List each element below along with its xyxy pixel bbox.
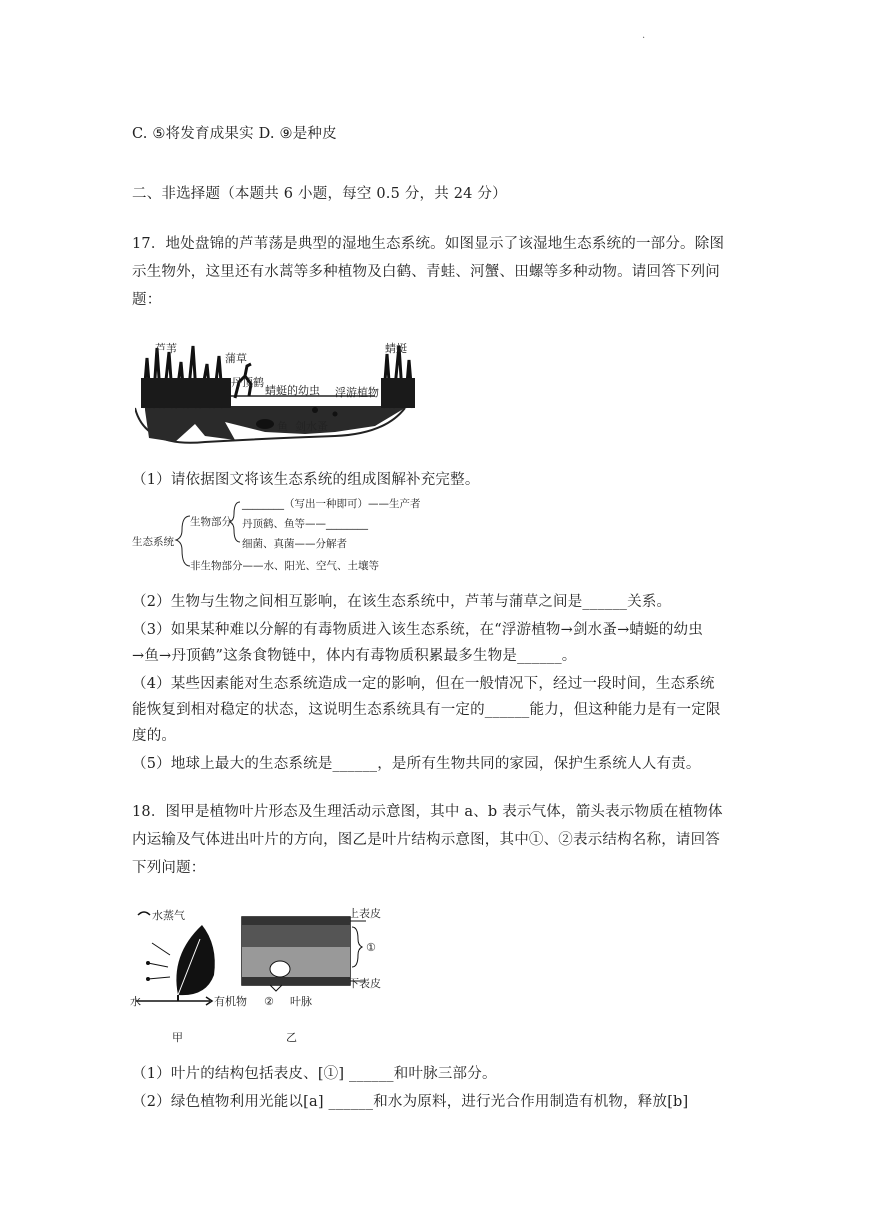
label-crane: 丹顶鹤 [231,376,264,389]
tree-nonbio: 非生物部分——水、阳光、空气、土壤等 [190,560,379,572]
label-larva: 蜻蜓的幼虫 [265,384,320,397]
q18-p2: （2）绿色植物利用光能以[a] ______和水为原料，进行光合作用制造有机物，释放[b] [132,1094,689,1110]
q18-stem-line2: 内运输及气体进出叶片的方向，图乙是叶片结构示意图，其中①、②表示结构名称，请回答 [132,832,720,848]
tree-consumer: 丹顶鹤、鱼等——________ [242,518,368,530]
label-lower-epidermis: 下表皮 [348,977,381,990]
label-circle2: ② [264,995,274,1008]
label-yi: 乙 [286,1031,297,1044]
leaf-figure [130,905,400,1050]
q18-stem-line1: 18．图甲是植物叶片形态及生理活动示意图，其中 a、b 表示气体，箭头表示物质在植物体 [132,804,723,820]
q18-stem-line3: 下列问题： [132,860,206,876]
tree-root: 生态系统 [132,536,174,548]
label-cattail: 蒲草 [225,352,247,365]
label-vein: 叶脉 [290,995,312,1008]
label-jia: 甲 [172,1031,183,1044]
wetland-figure [135,338,435,450]
q17-p5: （5）地球上最大的生态系统是______，是所有生物共同的家园，保护生系统人人有责。 [132,756,701,772]
q17-p4-line2: 能恢复到相对稳定的状态，这说明生态系统具有一定的______能力，但这种能力是有一定限 [132,702,721,718]
label-cyclops: 剑水蚤 [295,420,328,433]
q17-p3-line2: →鱼→丹顶鹤”这条食物链中，体内有毒物质积累最多生物是______。 [132,648,577,664]
q18-p1: （1）叶片的结构包括表皮、[①] ______和叶脉三部分。 [132,1066,497,1082]
ecosystem-tree [132,494,462,580]
q17-stem-line3: 题： [132,292,162,308]
label-vapor: 水蒸气 [152,909,185,922]
label-circle1: ① [366,941,376,954]
q17-p1: （1）请依据图文将该生态系统的组成图解补充完整。 [132,472,480,488]
header-mark: . [642,30,646,41]
tree-decomposer: 细菌、真菌——分解者 [242,538,347,550]
label-water: 水 [130,995,141,1008]
q17-p4-line3: 度的。 [132,728,177,744]
q17-p4-line1: （4）某些因素能对生态系统造成一定的影响，但在一般情况下，经过一段时间，生态系统 [132,676,715,692]
tree-producer: ________（写出一种即可）——生产者 [242,498,421,510]
q17-p2: （2）生物与生物之间相互影响，在该生态系统中，芦苇与蒲草之间是______关系。 [132,594,672,610]
q17-stem-line2: 示生物外，这里还有水蒿等多种植物及白鹤、青蛙、河蟹、田螺等多种动物。请回答下列问 [132,264,720,280]
q16-options: C. ⑤将发育成果实 D. ⑨是种皮 [132,126,337,142]
label-upper-epidermis: 上表皮 [348,907,381,920]
label-organic: 有机物 [214,995,247,1008]
label-reed: 芦苇 [155,342,177,355]
label-floating-plant: 浮游植物 [335,386,379,399]
tree-bio: 生物部分 [190,516,232,528]
section2-title: 二、非选择题（本题共 6 小题，每空 0.5 分，共 24 分） [132,186,507,202]
label-fish: 鱼 [277,420,288,433]
q17-p3-line1: （3）如果某种难以分解的有毒物质进入该生态系统，在“浮游植物→剑水蚤→蜻蜓的幼虫 [132,622,703,638]
q17-stem-line1: 17．地处盘锦的芦苇荡是典型的湿地生态系统。如图显示了该湿地生态系统的一部分。除图 [132,236,725,252]
label-dragonfly: 蜻蜓 [385,342,407,355]
